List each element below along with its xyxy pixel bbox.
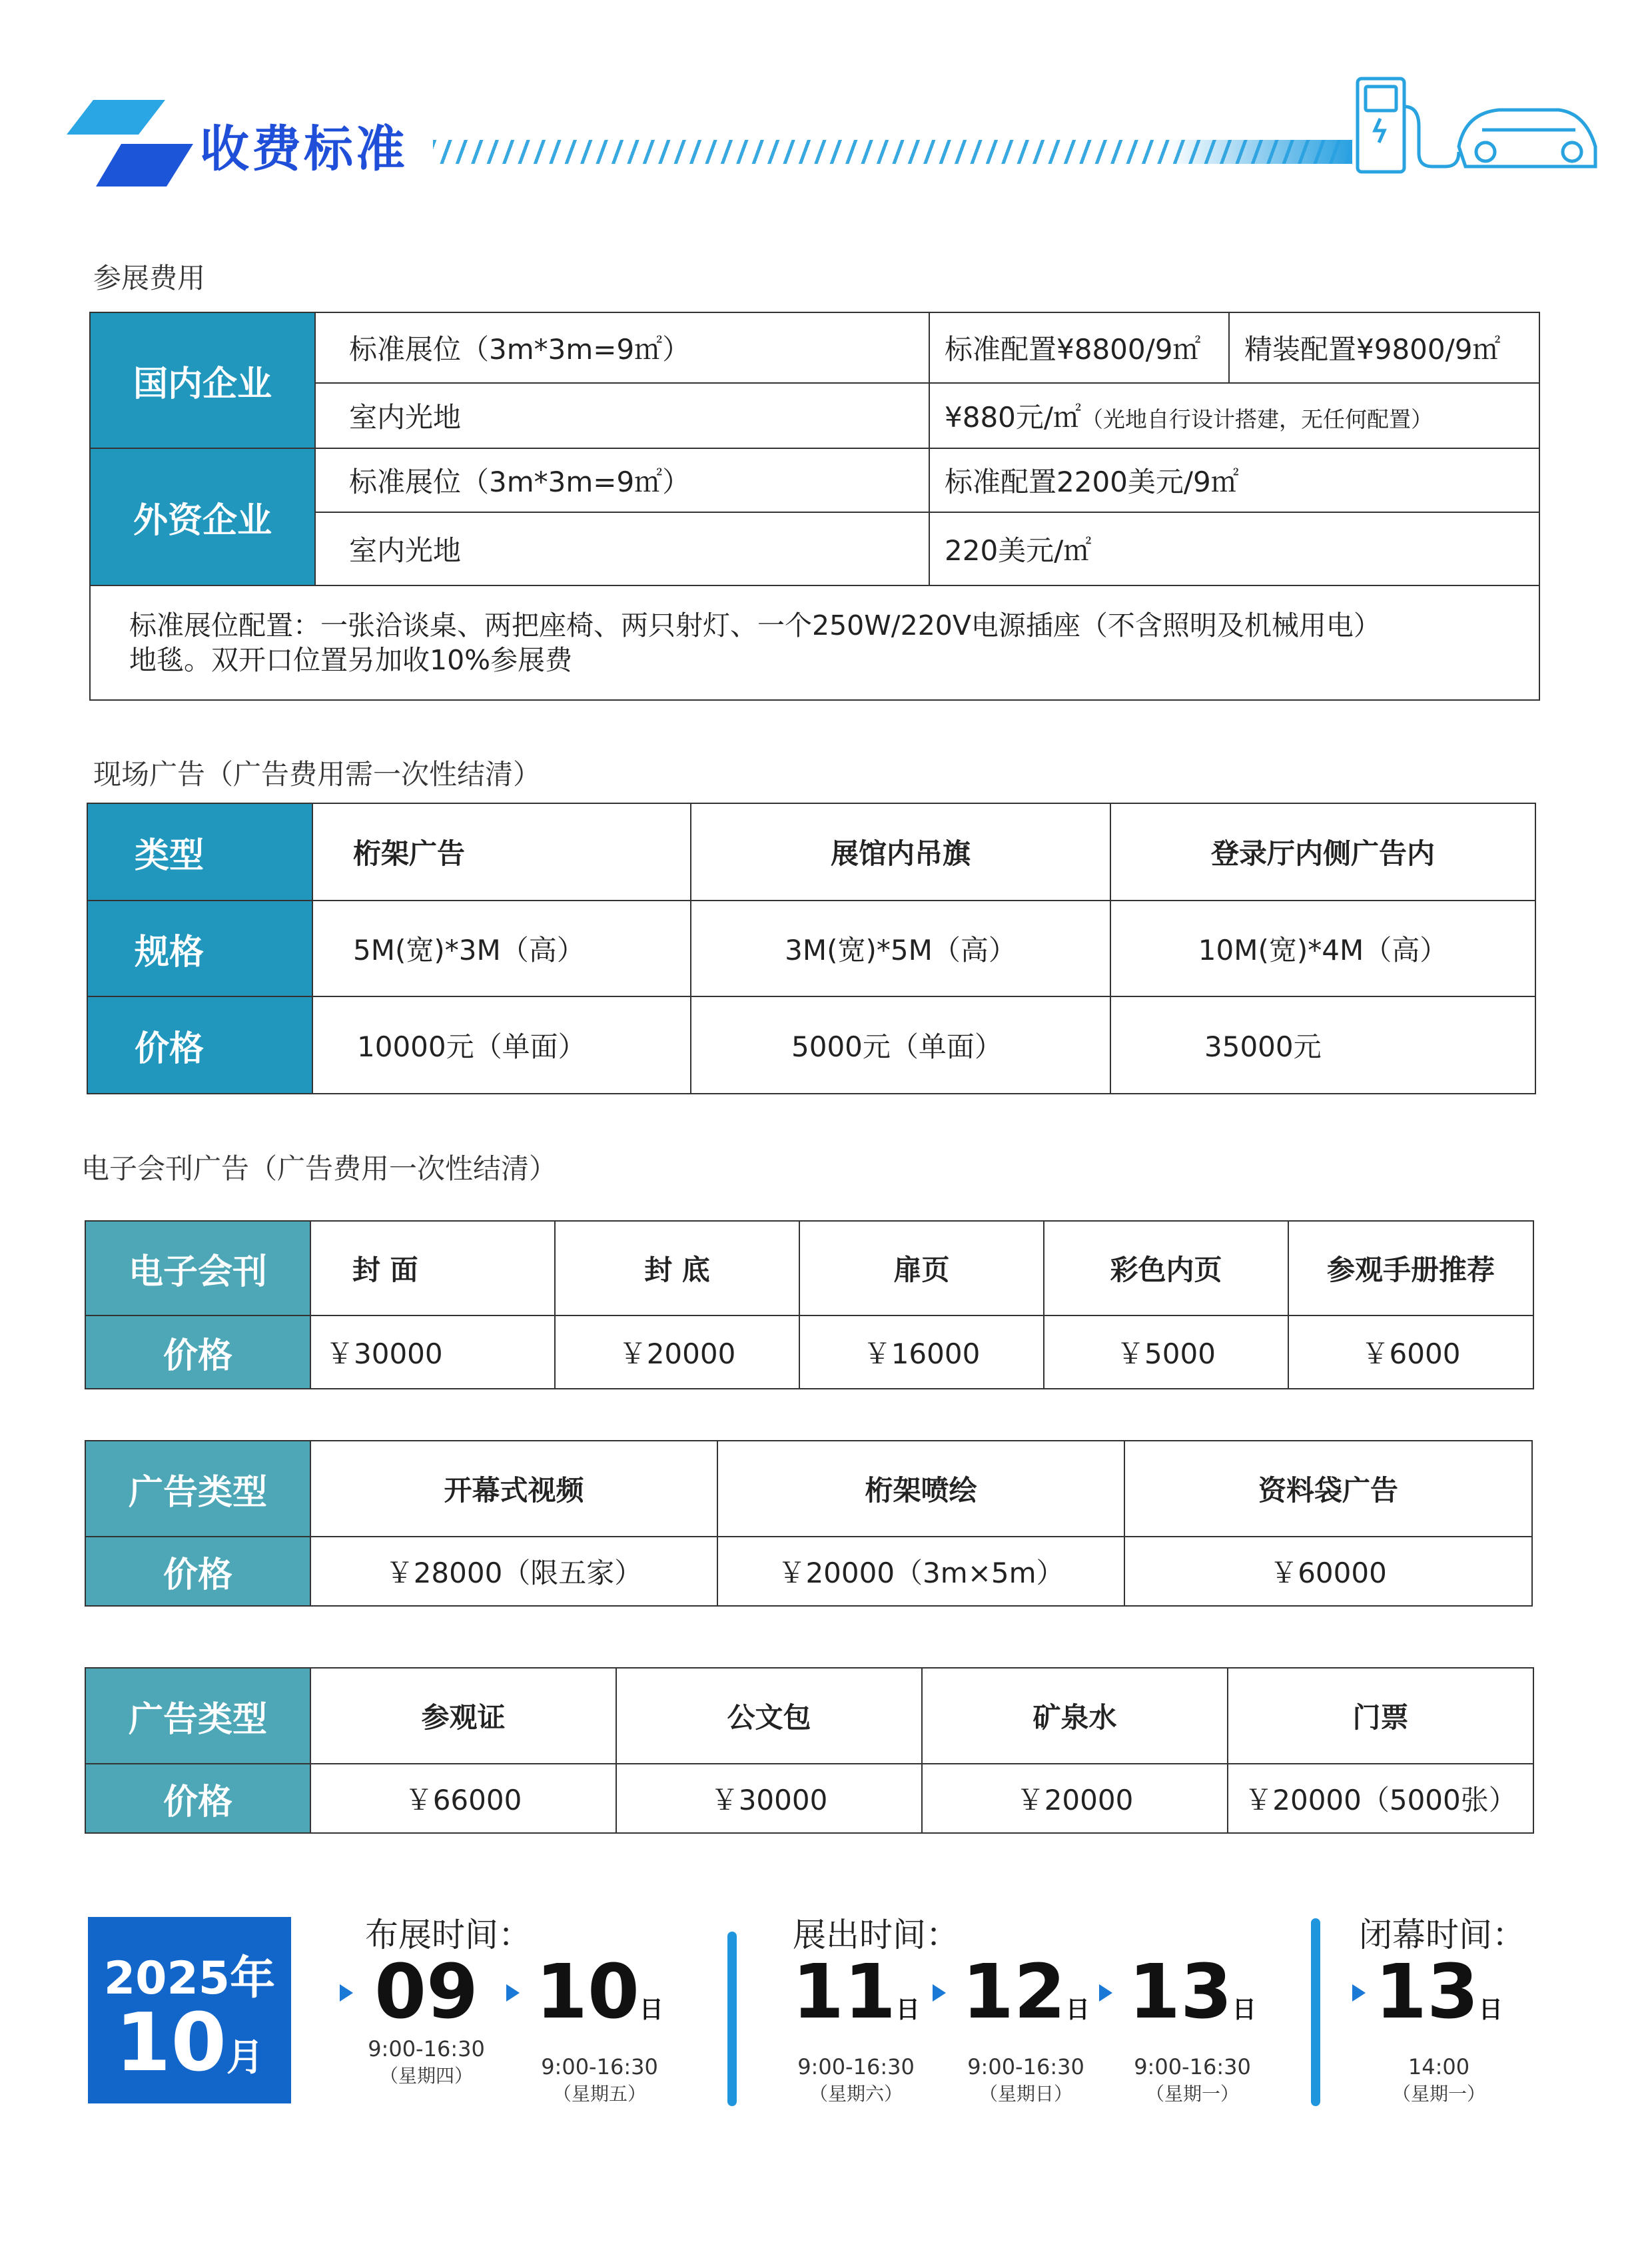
day-unit: 日	[639, 1996, 663, 2024]
day-weekday: （星期日）	[979, 2083, 1072, 2105]
day-unit: 日	[1478, 1996, 1503, 2024]
day-unit: 日	[895, 1996, 920, 2024]
logo-mark	[67, 100, 193, 187]
arrow-icon	[340, 1984, 353, 2002]
row-label-type: 类型	[87, 803, 312, 901]
domestic-raw-space-note: （光地自行设计搭建，无任何配置）	[1081, 406, 1434, 432]
domestic-raw-space-amount: ¥880元/㎡	[945, 401, 1082, 434]
onsite-ads-label: 现场广告（广告费用需一次性结清）	[93, 758, 542, 791]
foreign-label: 外资企业	[90, 448, 315, 585]
ejournal-item-price: ￥5000	[1044, 1315, 1288, 1389]
booth-config-note	[90, 585, 1539, 700]
ejournal-item-name: 彩色内页	[1044, 1221, 1288, 1315]
year: 2025年	[103, 1952, 276, 2005]
ad-item-name: 资料袋广告	[1124, 1441, 1532, 1537]
foreign-standard-booth: 标准展位（3m*3m=9㎡）	[315, 448, 929, 512]
month-unit: 月	[226, 2036, 264, 2079]
booth-fees-table	[89, 312, 1540, 701]
day-number: 09	[374, 1949, 478, 2036]
row-label-price: 价格	[85, 1537, 310, 1606]
ad-item-price: ￥30000	[616, 1764, 922, 1833]
day-number-group	[526, 1949, 673, 2048]
day-number-group	[783, 1949, 929, 2048]
row-label-spec: 规格	[87, 901, 312, 996]
domestic-standard-price: 标准配置¥8800/9㎡	[929, 312, 1229, 383]
booth-fees-label: 参展费用	[93, 262, 206, 294]
ad-item-name: 桁架喷绘	[717, 1441, 1124, 1537]
ad-item-price: ￥20000	[922, 1764, 1228, 1833]
page-title: 收费标准	[200, 121, 408, 178]
ad-item-price: ￥28000（限五家）	[310, 1537, 717, 1606]
onsite-ad-price: 5000元（单面）	[691, 996, 1110, 1094]
onsite-ad-type: 桁架广告	[312, 803, 691, 901]
ejournal-ads-label: 电子会刊广告（广告费用一次性结清）	[81, 1152, 558, 1185]
foreign-raw-space: 室内光地	[315, 512, 929, 585]
day-weekday: （星期五）	[552, 2083, 646, 2105]
onsite-ad-spec: 5M(宽)*3M（高）	[312, 901, 691, 996]
year-month-box	[88, 1917, 291, 2103]
onsite-ad-type: 展馆内吊旗	[691, 803, 1110, 901]
ad-item-name: 门票	[1228, 1668, 1533, 1764]
day-number-group	[1119, 1949, 1266, 2048]
row-label-ad-type: 广告类型	[85, 1668, 310, 1764]
day-number: 13	[1128, 1949, 1232, 2036]
foreign-standard-price: 标准配置2200美元/9㎡	[929, 448, 1539, 512]
onsite-ad-price: 10000元（单面）	[312, 996, 691, 1094]
day-number-group	[1372, 1949, 1505, 2048]
ad-item-name: 参观证	[310, 1668, 616, 1764]
ejournal-item-name: 封 底	[555, 1221, 799, 1315]
ejournal-item-price: ￥6000	[1288, 1315, 1533, 1389]
closing-day	[1372, 1949, 1505, 2106]
exhibition-time-title: 展出时间：	[793, 1916, 959, 1954]
day-time: 9:00-16:30	[368, 2036, 485, 2061]
header-decoration-bar	[1166, 140, 1352, 164]
domestic-raw-space: 室内光地	[315, 383, 929, 448]
day-number: 11	[792, 1949, 896, 2036]
ejournal-item-name: 参观手册推荐	[1288, 1221, 1533, 1315]
ev-charging-station-car-icon	[1352, 73, 1605, 180]
booth-config-note-line-2: 地毯。双开口位置另加收10%参展费	[129, 644, 573, 676]
closing-time-title: 闭幕时间：	[1359, 1916, 1525, 1954]
row-label-price: 价格	[85, 1315, 310, 1389]
foreign-raw-space-price: 220美元/㎡	[929, 512, 1539, 585]
day-unit: 日	[1232, 1996, 1256, 2024]
ejournal-item-name: 封 面	[310, 1221, 555, 1315]
ad-item-name: 矿泉水	[922, 1668, 1228, 1764]
domestic-label: 国内企业	[90, 312, 315, 448]
arrow-icon	[506, 1984, 520, 2002]
day-weekday: （星期一）	[1392, 2083, 1485, 2105]
row-label-price: 价格	[87, 996, 312, 1094]
ejournal-item-price: ￥30000	[310, 1315, 555, 1389]
ejournal-item-name: 扉页	[799, 1221, 1044, 1315]
day-weekday: （星期四）	[379, 2065, 473, 2087]
ejournal-item-price: ￥16000	[799, 1315, 1044, 1389]
domestic-standard-booth: 标准展位（3m*3m=9㎡）	[315, 312, 929, 383]
month	[88, 1997, 291, 2095]
divider	[727, 1932, 737, 2106]
setup-day-2	[526, 1949, 673, 2106]
ejournal-item-price: ￥20000	[555, 1315, 799, 1389]
day-unit: 日	[1065, 1996, 1090, 2024]
ad-item-name: 公文包	[616, 1668, 922, 1764]
booth-config-note-line-1: 标准展位配置：一张洽谈桌、两把座椅、两只射灯、一个250W/220V电源插座（不含照明及机械用电）	[129, 609, 1381, 641]
day-time: 9:00-16:30	[797, 2054, 915, 2079]
onsite-ad-spec: 3M(宽)*5M（高）	[691, 901, 1110, 996]
day-number-group	[953, 1949, 1099, 2048]
row-label-ad-type: 广告类型	[85, 1441, 310, 1537]
ad-item-price: ￥66000	[310, 1764, 616, 1833]
day-time: 14:00	[1408, 2054, 1470, 2079]
domestic-raw-space-price	[929, 383, 1539, 448]
ad-types-table-2	[85, 1667, 1534, 1834]
exhibition-day-3	[1119, 1949, 1266, 2106]
month-number: 10	[115, 1997, 226, 2089]
domestic-deluxe-price: 精装配置¥9800/9㎡	[1229, 312, 1539, 383]
arrow-icon	[1099, 1984, 1112, 2002]
setup-time-title: 布展时间：	[365, 1916, 532, 1954]
exhibition-day-2	[953, 1949, 1099, 2106]
onsite-ad-spec: 10M(宽)*4M（高）	[1110, 901, 1535, 996]
ejournal-ads-table	[85, 1220, 1534, 1389]
day-time: 9:00-16:30	[541, 2054, 658, 2079]
setup-day-1	[360, 1949, 493, 2088]
divider	[1311, 1918, 1320, 2106]
arrow-icon	[933, 1984, 946, 2002]
ad-item-price: ￥20000（5000张）	[1228, 1764, 1533, 1833]
ad-item-price: ￥60000	[1124, 1537, 1532, 1606]
day-weekday: （星期一）	[1145, 2083, 1239, 2105]
day-number: 12	[962, 1949, 1066, 2036]
row-label-ejournal: 电子会刊	[85, 1221, 310, 1315]
onsite-ad-type: 登录厅内侧广告内	[1110, 803, 1535, 901]
onsite-ad-price: 35000元	[1110, 996, 1535, 1094]
day-number: 13	[1375, 1949, 1479, 2036]
day-time: 9:00-16:30	[967, 2054, 1084, 2079]
day-weekday: （星期六）	[809, 2083, 903, 2105]
row-label-price: 价格	[85, 1764, 310, 1833]
ad-types-table-1	[85, 1440, 1533, 1607]
arrow-icon	[1352, 1984, 1366, 2002]
day-number: 10	[536, 1949, 639, 2036]
day-time: 9:00-16:30	[1134, 2054, 1251, 2079]
onsite-ads-table	[87, 803, 1536, 1094]
exhibition-day-1	[783, 1949, 929, 2106]
ad-item-price: ￥20000（3m×5m）	[717, 1537, 1124, 1606]
ad-item-name: 开幕式视频	[310, 1441, 717, 1537]
